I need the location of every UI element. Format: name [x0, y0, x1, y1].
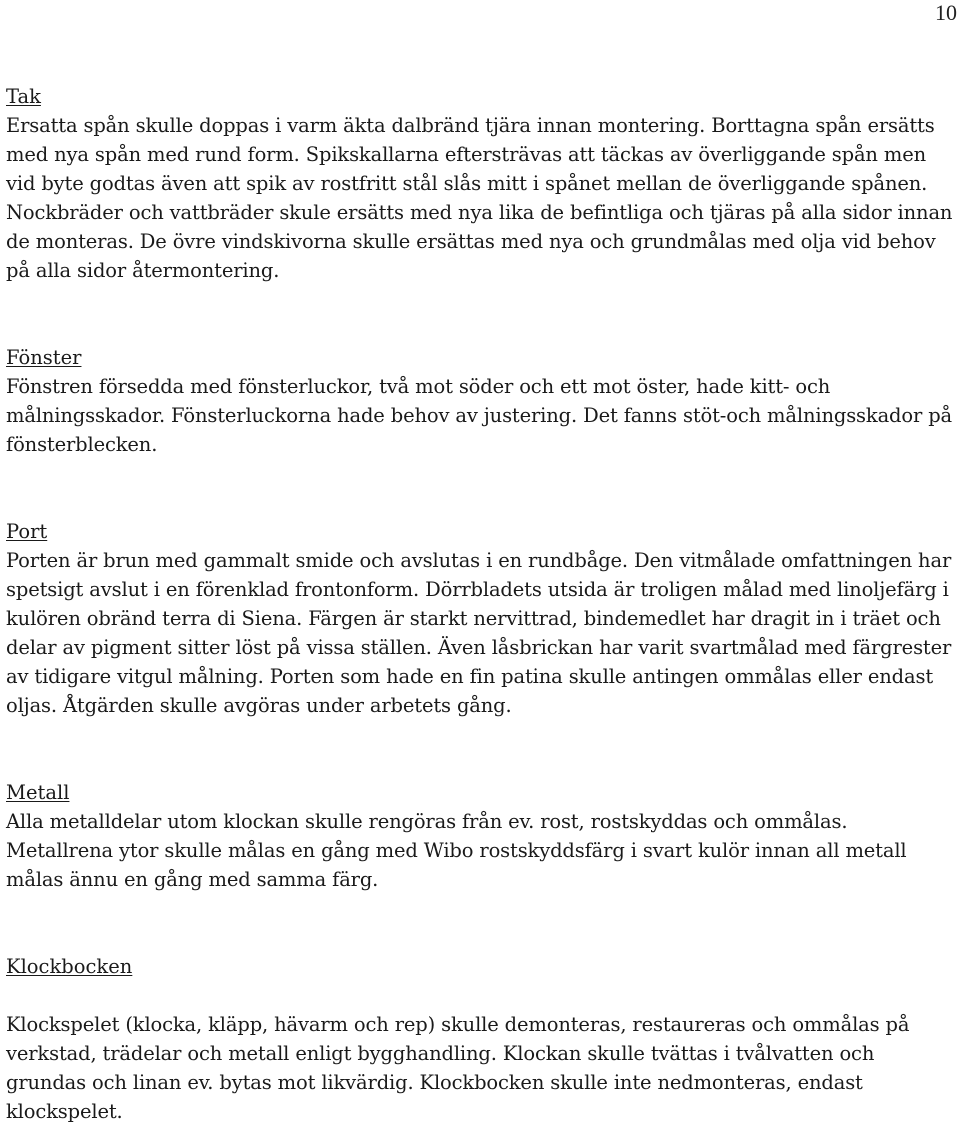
- section-heading-klockbocken: Klockbocken: [6, 955, 133, 978]
- page-number: 10: [935, 0, 957, 25]
- section-text-klockbocken: Klockspelet (klocka, kläpp, hävarm och rep) skulle demonteras, restaureras och ommålas på verkstad, trädelar och metall enligt bygghandling. Klockan skulle tvättas i tvålvatten och grundas och linan ev. bytas mot likvärdig. Klockbocken skulle inte nedmonteras, endast klockspelet.: [6, 1013, 910, 1123]
- section-tak: [6, 82, 958, 285]
- section-heading-port: Port: [6, 520, 48, 543]
- section-heading-fonster: Fönster: [6, 346, 82, 369]
- document-body: [6, 82, 958, 1126]
- section-fonster: [6, 343, 958, 459]
- section-heading-tak: Tak: [6, 85, 41, 108]
- section-klockbocken: [6, 952, 958, 1126]
- section-text-tak: Ersatta spån skulle doppas i varm äkta dalbränd tjära innan montering. Borttagna spån ersätts med nya spån med rund form. Spikskallarna eftersträvas att täckas av överliggande spån men vid byte godtas även att spik av rostfritt stål slås mitt i spånet mellan de överliggande spånen. Nockbräder och vattbräder skule ersätts med nya lika de befintliga och tjäras på alla sidor innan de monteras. De övre vindskivorna skulle ersättas med nya och grundmålas med olja vid behov på alla sidor återmontering.: [6, 114, 953, 282]
- section-text-fonster: Fönstren försedda med fönsterluckor, två mot söder och ett mot öster, hade kitt- och målningsskador. Fönsterluckorna hade behov av justering. Det fanns stöt-och målningsskador på fönsterblecken.: [6, 375, 953, 456]
- section-heading-metall: Metall: [6, 781, 70, 804]
- section-port: [6, 517, 958, 720]
- section-text-port: Porten är brun med gammalt smide och avslutas i en rundbåge. Den vitmålade omfattningen har spetsigt avslut i en förenklad frontonform. Dörrbladets utsida är troligen målad med linoljefärg i kulören obränd terra di Siena. Färgen är starkt nervittrad, bindemedlet har dragit in i träet och delar av pigment sitter löst på vissa ställen. Även låsbrickan har varit svartmålad med färgrester av tidigare vitgul målning. Porten som hade en fin patina skulle antingen ommålas eller endast oljas. Åtgärden skulle avgöras under arbetets gång.: [6, 549, 952, 717]
- section-metall: [6, 778, 958, 894]
- section-text-metall: Alla metalldelar utom klockan skulle rengöras från ev. rost, rostskyddas och ommålas. Metallrena ytor skulle målas en gång med Wibo rostskyddsfärg i svart kulör innan all metall målas ännu en gång med samma färg.: [6, 810, 907, 891]
